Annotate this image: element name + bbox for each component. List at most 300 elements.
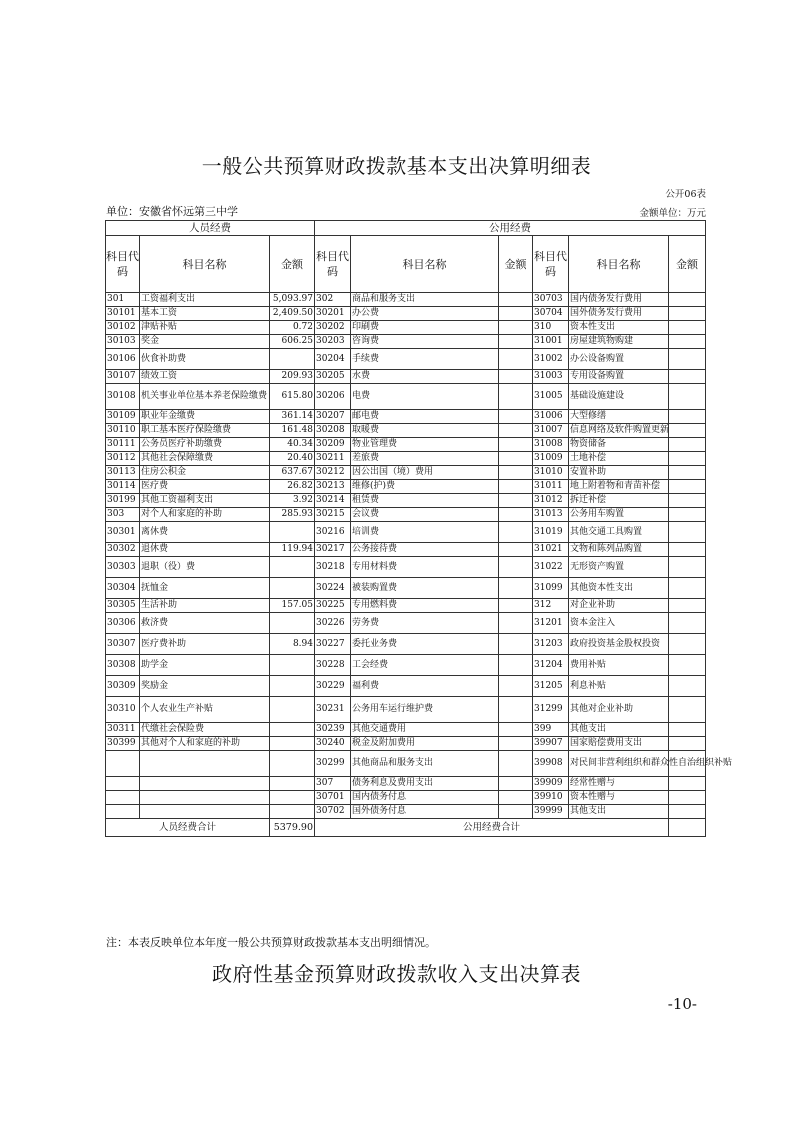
subject-code: 30224 (315, 578, 351, 599)
subject-name: 退职（役）费 (140, 557, 270, 578)
subject-code: 30114 (106, 480, 140, 494)
public-total-label: 公用经费合计 (315, 819, 669, 837)
table-row (106, 557, 706, 578)
subject-code: 30302 (106, 543, 140, 557)
header-name: 科目名称 (140, 236, 270, 293)
amount (270, 805, 315, 819)
page-number: -10- (667, 995, 697, 1013)
subject-name: 电费 (351, 384, 499, 410)
table-row (106, 791, 706, 805)
table-row (106, 335, 706, 349)
subject-code: 31021 (533, 543, 569, 557)
amount: 5,093.97 (270, 293, 315, 307)
table-row (106, 676, 706, 697)
subject-code: 30305 (106, 599, 140, 613)
subject-name: 机关事业单位基本养老保险缴费 (140, 384, 270, 410)
subject-code: 30231 (315, 697, 351, 723)
amount: 361.14 (270, 410, 315, 424)
subject-code: 31001 (533, 335, 569, 349)
subject-name: 手续费 (351, 349, 499, 370)
subject-name: 其他资本性支出 (569, 578, 669, 599)
subject-name: 政府投资基金股权投资 (569, 634, 669, 655)
table-row (106, 438, 706, 452)
subject-code: 302 (315, 293, 351, 307)
amount (669, 480, 706, 494)
subject-name: 其他交通工具购置 (569, 522, 669, 543)
subject-name: 退休费 (140, 543, 270, 557)
subject-name: 其他社会保障缴费 (140, 452, 270, 466)
subject-name (140, 805, 270, 819)
subject-name: 国外债务发行费用 (569, 307, 669, 321)
subject-name: 办公费 (351, 307, 499, 321)
subject-name: 会议费 (351, 508, 499, 522)
table-row (106, 321, 706, 335)
subject-name: 对民间非营利组织和群众性自治组织补贴 (569, 751, 669, 777)
amount (669, 335, 706, 349)
amount (499, 321, 533, 335)
subject-code: 30217 (315, 543, 351, 557)
subject-code: 31007 (533, 424, 569, 438)
subject-code: 30311 (106, 723, 140, 737)
subject-code: 31009 (533, 452, 569, 466)
amount (669, 737, 706, 751)
amount (499, 335, 533, 349)
amount (669, 384, 706, 410)
subject-name: 取暖费 (351, 424, 499, 438)
subject-code: 30306 (106, 613, 140, 634)
amount (669, 777, 706, 791)
subject-name: 经常性赠与 (569, 777, 669, 791)
subject-name: 土地补偿 (569, 452, 669, 466)
subject-code: 30214 (315, 494, 351, 508)
subject-name: 房屋建筑物购建 (569, 335, 669, 349)
subject-name: 住房公积金 (140, 466, 270, 480)
amount (499, 599, 533, 613)
amount (270, 697, 315, 723)
amount: 285.93 (270, 508, 315, 522)
subject-name: 国内债务发行费用 (569, 293, 669, 307)
amount (499, 508, 533, 522)
subject-code: 30227 (315, 634, 351, 655)
subject-name: 基本工资 (140, 307, 270, 321)
subject-name: 抚恤金 (140, 578, 270, 599)
amount (669, 599, 706, 613)
amount (669, 805, 706, 819)
amount (499, 634, 533, 655)
table-row (106, 543, 706, 557)
subject-name: 其他交通费用 (351, 723, 499, 737)
table-row (106, 384, 706, 410)
subject-name: 助学金 (140, 655, 270, 676)
subject-name: 公务用车运行维护费 (351, 697, 499, 723)
subject-code: 30299 (315, 751, 351, 777)
subject-code: 31203 (533, 634, 569, 655)
subject-code: 30112 (106, 452, 140, 466)
subject-name: 维修(护)费 (351, 480, 499, 494)
amount: 8.94 (270, 634, 315, 655)
subject-code: 30111 (106, 438, 140, 452)
subject-name: 其他支出 (569, 805, 669, 819)
table-row (106, 697, 706, 723)
subject-code: 30106 (106, 349, 140, 370)
subject-name: 福利费 (351, 676, 499, 697)
subject-name: 离休费 (140, 522, 270, 543)
amount (499, 805, 533, 819)
subject-name: 专用材料费 (351, 557, 499, 578)
amount (669, 494, 706, 508)
subject-code: 30218 (315, 557, 351, 578)
amount: 637.67 (270, 466, 315, 480)
subject-code: 30215 (315, 508, 351, 522)
subject-name: 物资储备 (569, 438, 669, 452)
amount (270, 723, 315, 737)
amount (669, 613, 706, 634)
amount (669, 438, 706, 452)
subject-name: 差旅费 (351, 452, 499, 466)
subject-name: 资本性支出 (569, 321, 669, 335)
amount (499, 777, 533, 791)
amount (270, 578, 315, 599)
subject-code: 30102 (106, 321, 140, 335)
subject-code: 30113 (106, 466, 140, 480)
amount (499, 697, 533, 723)
subject-name: 奖励金 (140, 676, 270, 697)
table-row (106, 751, 706, 777)
header-code: 科目代码 (315, 236, 351, 293)
subject-name: 劳务费 (351, 613, 499, 634)
amount (270, 613, 315, 634)
subject-code: 30702 (315, 805, 351, 819)
amount (669, 410, 706, 424)
amount (270, 676, 315, 697)
amount (669, 543, 706, 557)
table-row (106, 599, 706, 613)
subject-code: 31005 (533, 384, 569, 410)
subject-code: 30307 (106, 634, 140, 655)
amount: 26.82 (270, 480, 315, 494)
subject-name: 对企业补助 (569, 599, 669, 613)
subject-code: 31204 (533, 655, 569, 676)
subject-name: 咨询费 (351, 335, 499, 349)
subject-code: 30213 (315, 480, 351, 494)
subject-code: 39910 (533, 791, 569, 805)
subject-name: 对个人和家庭的补助 (140, 508, 270, 522)
subject-code: 30226 (315, 613, 351, 634)
subject-name: 其他对个人和家庭的补助 (140, 737, 270, 751)
unit-label: 单位：安徽省怀远第三中学 (106, 205, 238, 218)
subject-name: 专用燃料费 (351, 599, 499, 613)
table-row (106, 307, 706, 321)
subject-name: 培训费 (351, 522, 499, 543)
amount: 40.34 (270, 438, 315, 452)
group-public: 公用经费 (315, 221, 706, 236)
subject-name (140, 777, 270, 791)
subject-code: 30212 (315, 466, 351, 480)
amount (669, 676, 706, 697)
amount (499, 676, 533, 697)
table-row (106, 737, 706, 751)
subject-name: 工会经费 (351, 655, 499, 676)
subject-code: 39999 (533, 805, 569, 819)
subject-code: 301 (106, 293, 140, 307)
amount: 157.05 (270, 599, 315, 613)
amount: 209.93 (270, 370, 315, 384)
subject-code: 30301 (106, 522, 140, 543)
amount (499, 293, 533, 307)
subject-code: 30308 (106, 655, 140, 676)
subject-name: 信息网络及软件购置更新 (569, 424, 669, 438)
header-name: 科目名称 (351, 236, 499, 293)
subject-code: 39908 (533, 751, 569, 777)
subject-code: 31013 (533, 508, 569, 522)
subject-code: 30240 (315, 737, 351, 751)
money-unit-label: 金额单位：万元 (639, 208, 706, 219)
amount (499, 384, 533, 410)
amount (499, 557, 533, 578)
subject-name: 公务员医疗补助缴费 (140, 438, 270, 452)
amount (669, 697, 706, 723)
subject-name: 其他支出 (569, 723, 669, 737)
expenditure-table (105, 220, 733, 837)
subject-code: 30204 (315, 349, 351, 370)
amount (669, 452, 706, 466)
amount (499, 578, 533, 599)
subject-code: 30108 (106, 384, 140, 410)
subject-name: 地上附着物和青苗补偿 (569, 480, 669, 494)
amount (669, 349, 706, 370)
subject-name: 基础设施建设 (569, 384, 669, 410)
subject-code: 30309 (106, 676, 140, 697)
subject-code: 31022 (533, 557, 569, 578)
public-total-value (669, 819, 706, 837)
subject-code: 31003 (533, 370, 569, 384)
subject-code: 30304 (106, 578, 140, 599)
subject-code: 31002 (533, 349, 569, 370)
table-row (106, 508, 706, 522)
amount (669, 578, 706, 599)
subject-name: 国外债务付息 (351, 805, 499, 819)
amount (270, 791, 315, 805)
personnel-total-value: 5379.90 (270, 819, 315, 837)
subject-name: 安置补助 (569, 466, 669, 480)
subject-name: 绩效工资 (140, 370, 270, 384)
subject-name: 邮电费 (351, 410, 499, 424)
totals-row (106, 819, 706, 837)
amount (499, 791, 533, 805)
amount (499, 424, 533, 438)
amount (270, 751, 315, 777)
subject-code: 30303 (106, 557, 140, 578)
subject-name: 大型修缮 (569, 410, 669, 424)
subject-name (140, 791, 270, 805)
subject-code: 30399 (106, 737, 140, 751)
subject-name: 伙食补助费 (140, 349, 270, 370)
amount (499, 522, 533, 543)
header-code: 科目代码 (106, 236, 140, 293)
subject-code: 30208 (315, 424, 351, 438)
subject-name: 商品和服务支出 (351, 293, 499, 307)
subject-code (106, 777, 140, 791)
subject-code: 30199 (106, 494, 140, 508)
amount (669, 634, 706, 655)
subject-code: 30703 (533, 293, 569, 307)
subject-code: 30211 (315, 452, 351, 466)
table-row (106, 452, 706, 466)
subject-code: 310 (533, 321, 569, 335)
subject-code: 399 (533, 723, 569, 737)
subject-code: 30109 (106, 410, 140, 424)
header-name: 科目名称 (569, 236, 669, 293)
header-code: 科目代码 (533, 236, 569, 293)
subject-code: 31019 (533, 522, 569, 543)
subject-code: 31006 (533, 410, 569, 424)
amount (669, 370, 706, 384)
subject-code: 30704 (533, 307, 569, 321)
table-row (106, 522, 706, 543)
header-amount: 金额 (669, 236, 706, 293)
subject-code: 30201 (315, 307, 351, 321)
subject-code (106, 751, 140, 777)
subject-code: 30101 (106, 307, 140, 321)
amount (669, 723, 706, 737)
subject-name: 职业年金缴费 (140, 410, 270, 424)
amount (499, 452, 533, 466)
subject-code: 30216 (315, 522, 351, 543)
subject-code (106, 791, 140, 805)
table-row (106, 466, 706, 480)
group-personnel: 人员经费 (106, 221, 315, 236)
subject-code: 307 (315, 777, 351, 791)
amount (499, 410, 533, 424)
amount (499, 370, 533, 384)
amount (499, 480, 533, 494)
amount (669, 424, 706, 438)
subject-code: 31011 (533, 480, 569, 494)
table-row (106, 424, 706, 438)
subject-code: 31099 (533, 578, 569, 599)
header-amount: 金额 (270, 236, 315, 293)
subject-name (140, 751, 270, 777)
subject-name: 资本性赠与 (569, 791, 669, 805)
subject-code: 30103 (106, 335, 140, 349)
subject-code: 39909 (533, 777, 569, 791)
amount (270, 349, 315, 370)
amount (499, 349, 533, 370)
subject-name: 办公设备购置 (569, 349, 669, 370)
subject-name: 资本金注入 (569, 613, 669, 634)
amount (270, 737, 315, 751)
subject-name: 奖金 (140, 335, 270, 349)
personnel-total-label: 人员经费合计 (106, 819, 270, 837)
subject-code: 31205 (533, 676, 569, 697)
amount (499, 307, 533, 321)
amount (499, 438, 533, 452)
subject-name: 委托业务费 (351, 634, 499, 655)
subject-name: 其他工资福利支出 (140, 494, 270, 508)
amount (669, 791, 706, 805)
subject-name: 医疗费 (140, 480, 270, 494)
table-row (106, 480, 706, 494)
amount (669, 307, 706, 321)
subject-code: 30203 (315, 335, 351, 349)
subject-code: 31008 (533, 438, 569, 452)
subject-code: 31299 (533, 697, 569, 723)
subject-name: 被装购置费 (351, 578, 499, 599)
amount (499, 494, 533, 508)
header-amount: 金额 (499, 236, 533, 293)
form-number: 公开06表 (665, 189, 706, 200)
amount (669, 522, 706, 543)
amount (499, 655, 533, 676)
amount (270, 655, 315, 676)
subject-code: 30225 (315, 599, 351, 613)
subject-code: 30205 (315, 370, 351, 384)
subject-name: 工资福利支出 (140, 293, 270, 307)
page-title: 一般公共预算财政拨款基本支出决算明细表 (201, 154, 592, 178)
subject-code: 30110 (106, 424, 140, 438)
amount (669, 655, 706, 676)
subject-name: 无形资产购置 (569, 557, 669, 578)
subject-name: 救济费 (140, 613, 270, 634)
amount (270, 522, 315, 543)
subject-name: 职工基本医疗保险缴费 (140, 424, 270, 438)
subject-code: 312 (533, 599, 569, 613)
subject-code: 31010 (533, 466, 569, 480)
table-row (106, 613, 706, 634)
table-row (106, 634, 706, 655)
table-row (106, 370, 706, 384)
subject-name: 利息补贴 (569, 676, 669, 697)
table-row (106, 723, 706, 737)
subject-code: 30701 (315, 791, 351, 805)
amount (499, 466, 533, 480)
subject-name: 拆迁补偿 (569, 494, 669, 508)
amount: 119.94 (270, 543, 315, 557)
subject-name: 医疗费补助 (140, 634, 270, 655)
subject-name: 租赁费 (351, 494, 499, 508)
amount (499, 737, 533, 751)
amount (499, 723, 533, 737)
subject-name: 代缴社会保险费 (140, 723, 270, 737)
subject-name: 税金及附加费用 (351, 737, 499, 751)
subject-name: 物业管理费 (351, 438, 499, 452)
subject-code: 303 (106, 508, 140, 522)
subject-code: 30107 (106, 370, 140, 384)
amount (499, 543, 533, 557)
subject-name: 费用补贴 (569, 655, 669, 676)
amount (669, 321, 706, 335)
subject-name: 水费 (351, 370, 499, 384)
subject-name: 因公出国（境）费用 (351, 466, 499, 480)
table-row (106, 349, 706, 370)
subject-name: 生活补助 (140, 599, 270, 613)
subject-name: 债务利息及费用支出 (351, 777, 499, 791)
table-row (106, 578, 706, 599)
next-section-title: 政府性基金预算财政拨款收入支出决算表 (212, 962, 581, 986)
table-row (106, 777, 706, 791)
subject-name: 印刷费 (351, 321, 499, 335)
subject-code: 30310 (106, 697, 140, 723)
subject-name: 专用设备购置 (569, 370, 669, 384)
subject-code: 30202 (315, 321, 351, 335)
subject-code: 31201 (533, 613, 569, 634)
amount (669, 466, 706, 480)
subject-code: 31012 (533, 494, 569, 508)
subject-name: 文物和陈列品购置 (569, 543, 669, 557)
amount (270, 557, 315, 578)
amount (270, 777, 315, 791)
amount (499, 613, 533, 634)
